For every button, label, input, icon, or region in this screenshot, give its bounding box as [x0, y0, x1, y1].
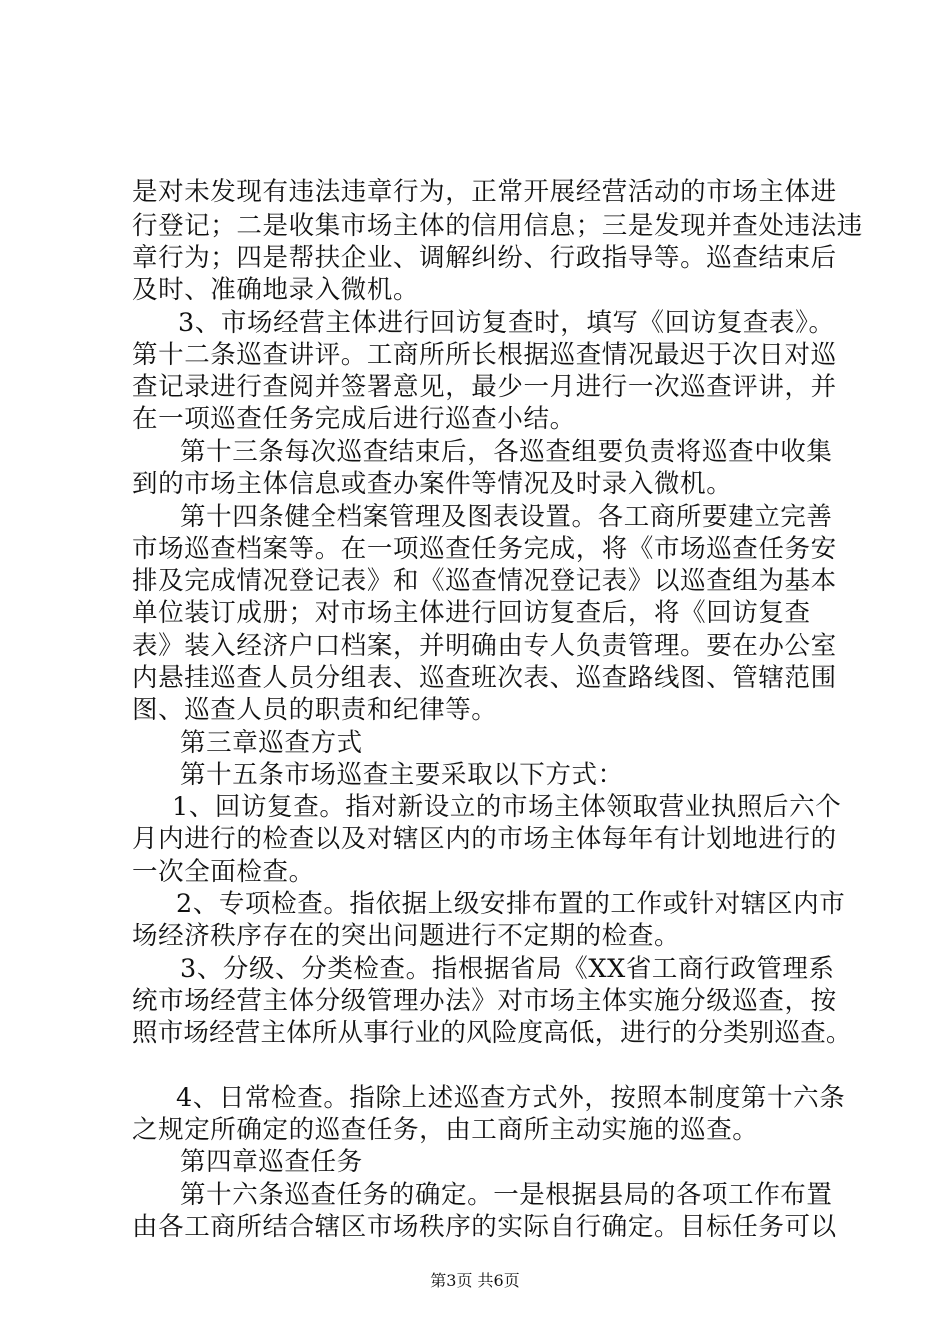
body-text-line: 在一项巡查任务完成后进行巡查小结。: [132, 404, 576, 434]
body-text-line: 第十五条市场巡查主要采取以下方式：: [180, 760, 624, 790]
body-text-line: 第十二条巡查讲评。工商所所长根据巡查情况最迟于次日对巡: [132, 340, 837, 370]
body-text-line: 之规定所确定的巡查任务，由工商所主动实施的巡查。: [132, 1115, 759, 1145]
body-text-line: 3、分级、分类检查。指根据省局《XX省工商行政管理系: [180, 954, 835, 984]
page-number-footer: 第3页 共6页: [430, 1271, 520, 1290]
body-text-line: 照市场经营主体所从事行业的风险度高低，进行的分类别巡查。: [132, 1018, 852, 1048]
body-text-line: 查记录进行查阅并签署意见，最少一月进行一次巡查评讲，并: [132, 372, 837, 402]
body-text-line: 由各工商所结合辖区市场秩序的实际自行确定。目标任务可以: [132, 1212, 837, 1242]
body-text-line: 表》装入经济户口档案，并明确由专人负责管理。要在办公室: [132, 631, 837, 661]
body-text-line: 第十三条每次巡查结束后，各巡查组要负责将巡查中收集: [180, 437, 833, 467]
body-text-line: 排及完成情况登记表》和《巡查情况登记表》以巡查组为基本: [132, 566, 837, 596]
body-text-line: 第十四条健全档案管理及图表设置。各工商所要建立完善: [180, 502, 833, 532]
body-text-line: 图、巡查人员的职责和纪律等。: [132, 695, 498, 725]
chapter-heading: 第三章巡查方式: [180, 728, 363, 758]
body-text-line: 到的市场主体信息或查办案件等情况及时录入微机。: [132, 469, 733, 499]
body-text-line: 市场巡查档案等。在一项巡查任务完成，将《市场巡查任务安: [132, 534, 837, 564]
body-text-line: 内悬挂巡查人员分组表、巡查班次表、巡查路线图、管辖范围: [132, 663, 837, 693]
body-text-line: 月内进行的检查以及对辖区内的市场主体每年有计划地进行的: [132, 824, 837, 854]
body-text-line: 2、专项检查。指依据上级安排布置的工作或针对辖区内市: [176, 889, 846, 919]
body-text-line: 场经济秩序存在的突出问题进行不定期的检查。: [132, 921, 681, 951]
body-text-line: 3、市场经营主体进行回访复查时，填写《回访复查表》。: [178, 308, 835, 338]
chapter-heading: 第四章巡查任务: [180, 1147, 363, 1177]
body-text-line: 章行为；四是帮扶企业、调解纠纷、行政指导等。巡查结束后: [132, 243, 837, 273]
body-text-line: 是对未发现有违法违章行为，正常开展经营活动的市场主体进: [132, 177, 837, 207]
body-text-line: 单位装订成册；对市场主体进行回访复查后，将《回访复查: [132, 598, 811, 628]
body-text-line: 及时、准确地录入微机。: [132, 275, 420, 305]
body-text-line: 4、日常检查。指除上述巡查方式外，按照本制度第十六条: [176, 1083, 846, 1113]
body-text-line: 统市场经营主体分级管理办法》对市场主体实施分级巡查，按: [132, 986, 837, 1016]
body-text-line: 行登记；二是收集市场主体的信用信息；三是发现并查处违法违: [132, 211, 863, 241]
body-text-line: 第十六条巡查任务的确定。一是根据县局的各项工作布置: [180, 1180, 833, 1210]
body-text-line: 一次全面检查。: [132, 857, 315, 887]
body-text-line: 1、回访复查。指对新设立的市场主体领取营业执照后六个: [172, 792, 842, 822]
